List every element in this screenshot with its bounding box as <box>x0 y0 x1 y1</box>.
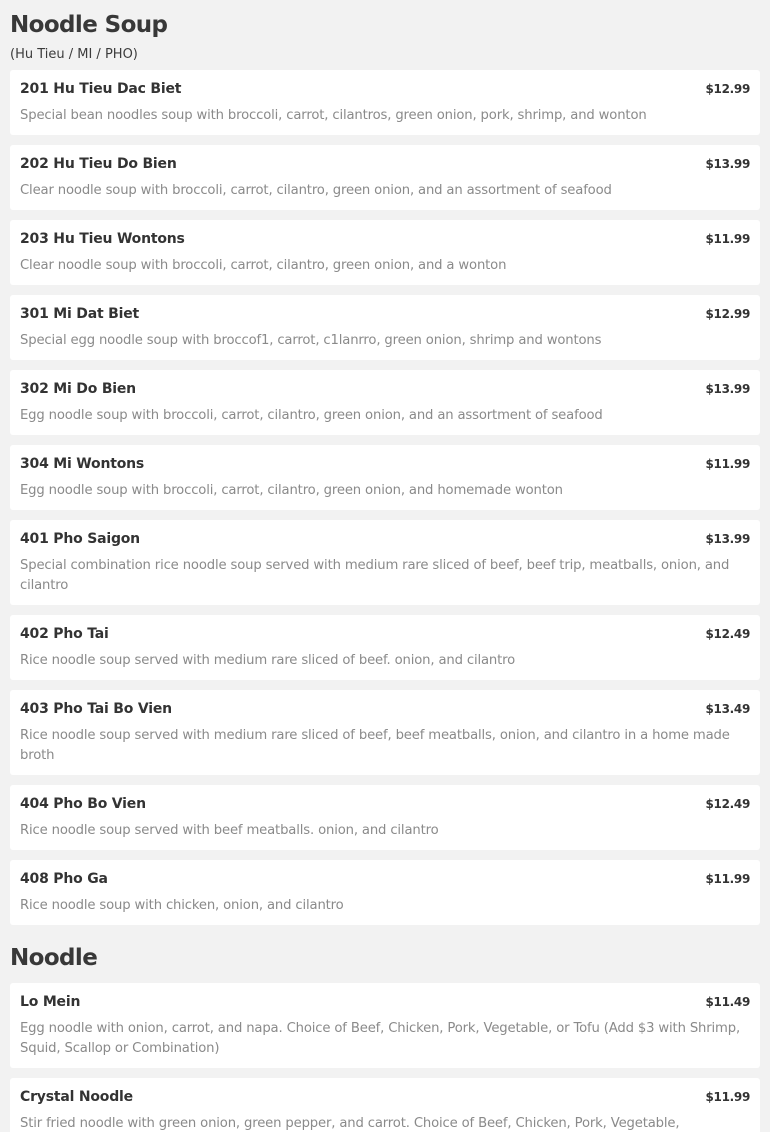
menu-item[interactable] <box>10 690 760 775</box>
menu-item[interactable] <box>10 860 760 925</box>
item-description: Rice noodle soup served with beef meatballs. onion, and cilantro <box>20 823 439 838</box>
menu-item[interactable] <box>10 370 760 435</box>
menu-item[interactable] <box>10 785 760 850</box>
item-name: 302 Mi Do Bien <box>20 381 136 397</box>
item-price: $13.99 <box>705 382 750 396</box>
item-name: 401 Pho Saigon <box>20 531 140 547</box>
menu-item[interactable] <box>10 445 760 510</box>
item-price: $11.99 <box>705 232 750 246</box>
section-title-noodle-soup: Noodle Soup <box>10 12 168 38</box>
item-price: $13.99 <box>705 532 750 546</box>
item-description: Egg noodle with onion, carrot, and napa. Choice of Beef, Chicken, Pork, Vegetable, or Tofu (Add $3 with Shrimp, Squid, Scallop or Combination) <box>20 1021 740 1056</box>
item-description: Special egg noodle soup with broccof1, carrot, c1lanrro, green onion, shrimp and wontons <box>20 333 602 348</box>
item-name: Lo Mein <box>20 994 81 1010</box>
item-description: Rice noodle soup served with medium rare sliced of beef, beef meatballs, onion, and cilantro in a home made broth <box>20 728 730 763</box>
menu-item[interactable] <box>10 615 760 680</box>
item-name: 202 Hu Tieu Do Bien <box>20 156 177 172</box>
menu-item[interactable] <box>10 70 760 135</box>
item-description: Stir fried noodle with green onion, green pepper, and carrot. Choice of Beef, Chicken, Pork, Vegetable, <box>20 1116 680 1131</box>
section-subtitle-noodle-soup: (Hu Tieu / MI / PHO) <box>10 47 138 62</box>
item-name: 402 Pho Tai <box>20 626 109 642</box>
item-description: Rice noodle soup served with medium rare sliced of beef. onion, and cilantro <box>20 653 516 668</box>
item-price: $12.99 <box>705 82 750 96</box>
item-description: Special combination rice noodle soup served with medium rare sliced of beef, beef trip, meatballs, onion, and cilantro <box>20 558 730 593</box>
item-name: 203 Hu Tieu Wontons <box>20 231 185 247</box>
item-description: Rice noodle soup with chicken, onion, and cilantro <box>20 898 344 913</box>
item-name: 304 Mi Wontons <box>20 456 145 472</box>
item-name: 301 Mi Dat Biet <box>20 306 139 322</box>
item-price: $11.99 <box>705 872 750 886</box>
item-description: Egg noodle soup with broccoli, carrot, cilantro, green onion, and an assortment of seafood <box>20 408 603 423</box>
item-price: $13.99 <box>705 157 750 171</box>
item-price: $12.49 <box>705 627 750 641</box>
item-price: $12.49 <box>705 797 750 811</box>
item-description: Egg noodle soup with broccoli, carrot, cilantro, green onion, and homemade wonton <box>20 483 563 498</box>
item-price: $13.49 <box>705 702 750 716</box>
item-name: 201 Hu Tieu Dac Biet <box>20 81 182 97</box>
item-price: $11.99 <box>705 457 750 471</box>
item-description: Clear noodle soup with broccoli, carrot, cilantro, green onion, and an assortment of seafood <box>20 183 612 198</box>
menu-item[interactable] <box>10 145 760 210</box>
item-name: 408 Pho Ga <box>20 871 108 887</box>
item-price: $11.49 <box>705 995 750 1009</box>
menu-item[interactable] <box>10 295 760 360</box>
menu-item[interactable] <box>10 983 760 1068</box>
menu-item[interactable] <box>10 520 760 605</box>
item-description: Clear noodle soup with broccoli, carrot, cilantro, green onion, and a wonton <box>20 258 507 273</box>
item-name: Crystal Noodle <box>20 1089 133 1105</box>
menu-item[interactable] <box>10 220 760 285</box>
section-title-noodle: Noodle <box>10 945 98 971</box>
item-price: $12.99 <box>705 307 750 321</box>
item-name: 403 Pho Tai Bo Vien <box>20 701 172 717</box>
item-price: $11.99 <box>705 1090 750 1104</box>
menu-item[interactable] <box>10 1078 760 1132</box>
item-description: Special bean noodles soup with broccoli, carrot, cilantros, green onion, pork, shrimp, and wonton <box>20 108 647 123</box>
item-name: 404 Pho Bo Vien <box>20 796 146 812</box>
